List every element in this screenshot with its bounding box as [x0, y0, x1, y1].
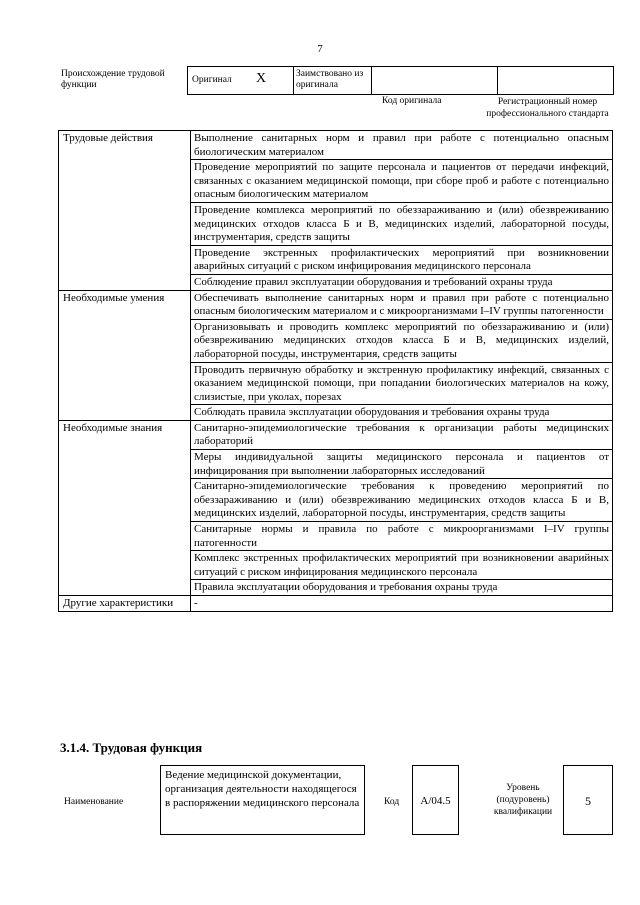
function-code-box: A/04.5: [412, 765, 459, 835]
function-name-label: Наименование: [64, 797, 124, 807]
table-row: [59, 131, 613, 160]
original-code-box: [372, 66, 498, 95]
page-number: 7: [317, 43, 323, 55]
item-cell: Меры индивидуальной защиты медицинского персонала и пациентов от инфицирования при выполнении лабораторных исследований: [191, 450, 613, 479]
item-cell: Организовывать и проводить комплекс мероприятий по обеззараживанию и (или) обезвреживанию медицинских отходов класса Б и В, медицинских изделий, лабораторной посуды, инструментария, средств защиты: [191, 319, 613, 362]
section-heading: 3.1.4. Трудовая функция: [60, 740, 203, 755]
table-row: [59, 290, 613, 319]
item-cell: Соблюдение правил эксплуатации оборудования и требований охраны труда: [191, 274, 613, 290]
original-code-label: Код оригинала: [382, 96, 442, 106]
original-label: Оригинал: [192, 75, 232, 85]
item-cell: Проведение мероприятий по защите персонала и пациентов от передачи инфекций, связанных с оказанием медицинской помощи, при сборе проб и работе с потенциально опасным биологическим материалом: [191, 160, 613, 203]
table-row: [59, 596, 613, 612]
original-box: [187, 66, 294, 95]
origin-label: Происхождение трудовой функции: [61, 69, 165, 90]
item-cell: Комплекс экстренных профилактических мероприятий при возникновении аварийных ситуаций с риском инфицирования медицинского персонала: [191, 551, 613, 580]
category-cell: Трудовые действия: [59, 131, 191, 291]
original-mark: X: [256, 71, 267, 86]
category-cell: Необходимые умения: [59, 290, 191, 420]
registration-number-label: Регистрационный номер профессионального стандарта: [486, 97, 609, 119]
function-name-box: Ведение медицинской документации, организация деятельности находящегося в распоряжении медицинского персонала: [160, 765, 365, 835]
item-cell: Санитарные нормы и правила по работе с микроорганизмами I–IV группы патогенности: [191, 522, 613, 551]
item-cell: Соблюдать правила эксплуатации оборудования и требования охраны труда: [191, 405, 613, 421]
qualification-level-label: Уровень (подуровень) квалификации: [493, 783, 553, 817]
origin-block: [58, 66, 613, 94]
item-cell: Санитарно-эпидемиологические требования к проведению мероприятий по обеззараживанию и (или) обезвреживанию медицинских отходов класса Б и В, медицинских изделий, лабораторной посуды, инструментария, средств защиты: [191, 479, 613, 522]
borrowed-label: Заимствовано из оригинала: [296, 69, 364, 90]
item-cell: Обеспечивать выполнение санитарных норм и правил при работе с потенциально опасным биологическим материалом и с микроорганизмами I–IV группы патогенности: [191, 290, 613, 319]
function-code-label: Код: [384, 797, 400, 807]
table-row: [59, 420, 613, 449]
category-cell: Необходимые знания: [59, 420, 191, 595]
item-cell: Проводить первичную обработку и экстренную профилактику инфекций, связанных с оказанием медицинской помощи, при попадании биологических материалов на кожу, слизистые, при уколах, порезах: [191, 362, 613, 405]
item-cell: Выполнение санитарных норм и правил при работе с потенциально опасным биологическим материалом: [191, 131, 613, 160]
borrowed-box: [293, 66, 372, 95]
item-cell: Санитарно-эпидемиологические требования к организации работы медицинских лабораторий: [191, 420, 613, 449]
registration-number-box: [498, 66, 614, 95]
function-table: [58, 130, 613, 612]
qualification-level-box: 5: [563, 765, 613, 835]
category-cell: Другие характеристики: [59, 596, 191, 612]
item-cell: Проведение экстренных профилактических мероприятий при возникновении аварийных ситуаций с риском инфицирования медицинского персонала: [191, 245, 613, 274]
item-cell: Правила эксплуатации оборудования и требования охраны труда: [191, 580, 613, 596]
item-cell: -: [191, 596, 613, 612]
item-cell: Проведение комплекса мероприятий по обеззараживанию и (или) обезвреживанию медицинских отходов класса Б и В, медицинских изделий, лабораторной посуды, инструментария, средств защиты: [191, 202, 613, 245]
